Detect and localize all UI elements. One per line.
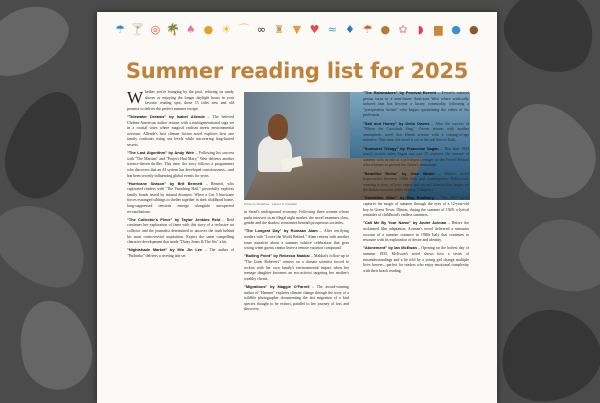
book-description: – After the success of "Where the Crawdads Sing," Owens returns with another atmospheric novel that blends science with a coming-of-age narrative. This time, the novel is set in the salt flats of Utah. [363, 121, 469, 143]
shell-icon: ✿ [398, 23, 408, 36]
coconut-drink-icon: ● [468, 23, 479, 36]
book-title: "Boiling Point" by Rebecca Makkai [244, 253, 310, 259]
basket-icon: ▆ [434, 23, 443, 36]
intro-text: hether you're lounging by the pool, relaxing on sandy shores or enjoying the longer daylight hours in your favorite reading spot, these 15 titles new and old promise to deliver the perfect summer escape. [127, 90, 234, 111]
flip-flops-icon: ● [203, 23, 214, 36]
swimsuit-icon: ♦ [345, 23, 355, 36]
beach-icon: ≈ [327, 23, 337, 36]
book-description: – Following his success with "The Martian" and "Project Hail Mary," Weir delivers another science-driven thriller. This time, the story follows a programmer who discovers that an AI system has developed consciousness—and has been secretly influencing global events for years. [127, 151, 234, 178]
book-entry [363, 171, 469, 194]
book-description: – The author of "Pachinko" delivers a riveting tale set [127, 248, 234, 258]
palm-tree-icon: 🌴 [166, 23, 180, 36]
book-entry [127, 150, 234, 179]
book-title: "Atonement" by Ian McEwan [363, 245, 417, 251]
book-title: "Tidewater Dreams" by Isabel Allende [127, 113, 205, 119]
book-title: "Hurricane Season" by Brit Bennett [127, 180, 203, 186]
book-title: "Beautiful Ruins" by Jess Walter [363, 170, 435, 176]
book-description: – After terrifying readers with "Leave the World Behind," Alam returns with another tense narrative about a summer solstice celebration that goes wrong when guests cannot leave a remote vacation compound. [244, 229, 349, 251]
watermelon-icon: ◗ [417, 23, 424, 36]
book-description: – This slim 1954 novel, written when Sagan was just 18, explores the essence of summer with its tale of a privileged teenager on the French Riviera who schemes to prevent her father's remarriage. [363, 146, 469, 168]
book-description: – Before the acclaimed film adaptation, Aciman's novel delivered a sensuous account of a summer romance in 1980s Italy that continues to resonate with its exploration of desire and identity. [363, 221, 469, 243]
sun-hat-icon: ● [451, 23, 461, 36]
book-title: "The Rainmakers" by Percival Everett [363, 90, 436, 95]
book-title: "The Longest Day" by Rumaan Alam [244, 228, 318, 234]
book-description: – The award-winning author of "Hamnet" explores climate change through the story of a wildlife photographer documenting the last migration of a bird species thought to be extinct, parallel to her journey of loss and discovery. [244, 284, 349, 312]
book-description: – Opening on the hottest day of summer 1935, McEwan's novel shows how a series of misunderstandings and a lie told by a young girl change multiple lives forever—perfect for readers who enjoy emotional complexity with their beach reading. [363, 246, 469, 273]
book-entry [127, 247, 234, 259]
ice-cream-icon: ▼ [292, 23, 302, 36]
continued-paragraph: in Seoul's underground economy. Following three women whose paths intersect in an illegal night market, the novel examines class, gender and the shadow economies beneath prosperous societies. [244, 210, 349, 226]
book-entry [363, 146, 469, 169]
book-description: – Reid continues her exploration of fame with this story of a reclusive art collector and the journalist determined to uncover the truth behind his most controversial acquisition. Expect the same compelling character development that made "Daisy Jones & The Six" a hit. [127, 217, 234, 245]
book-title: "Migrations" by Maggie O'Farrell [244, 283, 310, 289]
book-description: – Walter's novel hopscotches between 1960s Italy and contemporary Hollywood, weaving a story of love, regret and second chances that begins on the Italian coastline while filming "Cleopatra." [363, 171, 469, 193]
drink-icon: ♥ [309, 23, 320, 36]
article-column-1 [127, 90, 234, 261]
hat-icon: ⌒ [238, 23, 250, 36]
summer-icon-row [113, 21, 481, 39]
book-entry [363, 195, 469, 218]
page-title: Summer reading list for 2025 [125, 59, 469, 83]
book-title: "The Collector's Piece" by Taylor Jenkins Reid [127, 216, 221, 222]
photo-caption: Photo by Mahafree - Lakers & Unsplash [244, 202, 298, 206]
book-title: "Dandelion Wine" by Ray Bradbury [363, 195, 434, 201]
book-entry [244, 253, 349, 282]
beach-umbrella-icon: ☂ [362, 23, 373, 36]
book-entry [363, 121, 469, 144]
book-entry [244, 228, 349, 251]
book-title: "Call Me By Your Name" by André Aciman [363, 220, 447, 226]
book-entry [363, 220, 469, 243]
magazine-page [97, 12, 497, 403]
book-description: – Everett's satirical genius turns to a near-future American West where artificially induced rain has become a luxury commodity, following a "precipitation broker" who begins questioning the ethics of his profession. [363, 91, 469, 118]
article-column-3 [363, 90, 469, 276]
book-entry [244, 284, 349, 313]
book-title: "Nightshade Market" by Min Jin Lee [127, 247, 203, 253]
sandcastle-icon: ♜ [274, 23, 285, 36]
book-entry [363, 245, 469, 274]
flamingo-icon: ♠ [185, 23, 196, 36]
book-description: – Makkai's follow-up to "The Great Believers" centers on a climate scientist forced to reckon with her own family's environmental impact when her teenage daughter becomes an eco-activist targeting her mother's wealthy clients. [244, 254, 349, 281]
book-description: – The beloved Chilean-American author returns with a multigenerational saga set in a coastal town where magical realism meets environmental activism. Allende's first climate fiction novel explores how one family confronts rising sea levels while uncovering long-buried secrets. [127, 114, 234, 147]
drop-cap: W [127, 88, 144, 107]
sandals-icon: ● [380, 23, 391, 36]
sun-icon: ☀ [221, 23, 232, 36]
cocktail-icon: 🍸 [130, 23, 145, 36]
book-entry [127, 114, 234, 149]
article-column-2 [244, 210, 349, 314]
beach-umbrella-icon: ☂ [115, 23, 125, 36]
photo-person-hair [268, 114, 288, 140]
book-title: "Sunburst Trilogy" by Francoise Sagan [363, 145, 439, 151]
book-description: – This 1957 novel captures the magic of summer through the eyes of a 12-year-old boy in Green Town, Illinois, during the summer of 1928: a lyrical reminder of childhood's endless summers. [363, 196, 469, 218]
book-title: "Salt and Honey" by Delia Owens [363, 120, 430, 126]
book-description: – Bennett, who captivated readers with "The Vanishing Half," powerfully explores family bonds tested by natural disasters. When a Cat 5 hurricane forces estranged siblings to shelter together in their childhood home, long-suppressed tensions emerge alongside unexpected reconciliations. [127, 181, 234, 214]
book-title: "The Last Algorithm" by Andy Weir [127, 150, 195, 156]
sunglasses-icon: ∞ [256, 23, 267, 36]
intro-paragraph [127, 90, 234, 112]
book-entry [363, 90, 469, 119]
book-entry [127, 217, 234, 246]
life-ring-icon: ◎ [150, 23, 161, 36]
book-entry [127, 181, 234, 216]
